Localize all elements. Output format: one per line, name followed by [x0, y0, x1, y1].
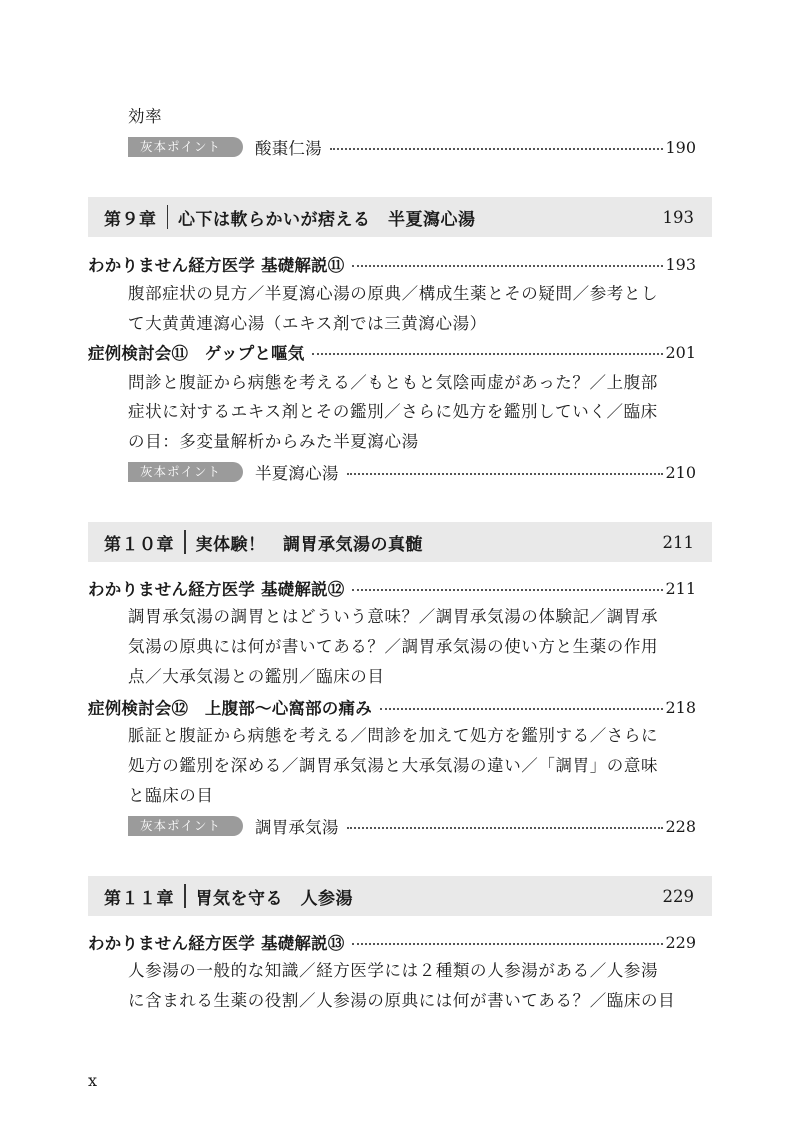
- toc-entry-title: 酸棗仁湯: [255, 139, 322, 158]
- chapter-divider: [184, 530, 186, 554]
- toc-description-line: の目：多変量解析からみた半夏瀉心湯: [128, 432, 419, 451]
- page-number: 193: [665, 254, 696, 274]
- toc-description-line: 腹部症状の見方／半夏瀉心湯の原典／構成生薬とその疑問／参考とし: [128, 284, 659, 303]
- toc-description-line: 調胃承気湯の調胃とはどういう意味？／調胃承気湯の体験記／調胃承: [128, 607, 659, 626]
- toc-description-line: 点／大承気湯との鑑別／臨床の目: [128, 667, 385, 686]
- toc-entry-basic-12[interactable]: [88, 576, 696, 600]
- page-number: 229: [665, 932, 696, 952]
- toc-entry-case-11[interactable]: [88, 340, 696, 364]
- toc-entry-title: 半夏瀉心湯: [255, 464, 339, 483]
- page-number: 193: [662, 207, 694, 227]
- chapter-title: 胃気を守る 人参湯: [195, 888, 353, 909]
- toc-entry-title: 調胃承気湯: [255, 818, 339, 837]
- page-number: 211: [665, 578, 696, 598]
- dot-leader: [347, 827, 664, 829]
- page-number: 190: [665, 137, 696, 157]
- page-number: 201: [665, 342, 696, 362]
- page-number: 229: [662, 886, 694, 906]
- toc-point-entry-chouijoukito[interactable]: [128, 814, 696, 838]
- chapter-heading-10[interactable]: [88, 522, 712, 562]
- toc-entry-title: 症例検討会⑫ 上腹部〜心窩部の痛み: [88, 699, 372, 718]
- toc-entry-case-12[interactable]: [88, 695, 696, 719]
- chapter-heading-11[interactable]: [88, 876, 712, 916]
- page-number: 211: [662, 532, 694, 552]
- dot-leader: [352, 265, 663, 267]
- chapter-title: 実体験！ 調胃承気湯の真髄: [195, 534, 423, 555]
- page-number: 210: [665, 462, 696, 482]
- toc-description-line: 効率: [128, 107, 163, 126]
- toc-description-line: 症状に対するエキス剤とその鑑別／さらに処方を鑑別していく／臨床: [128, 402, 658, 421]
- chapter-heading-9[interactable]: [88, 197, 712, 237]
- toc-entry-title: わかりません経方医学 基礎解説⑫: [88, 580, 345, 599]
- chapter-divider: [167, 205, 169, 229]
- point-badge: 灰本ポイント: [128, 462, 243, 482]
- dot-leader: [330, 148, 664, 150]
- chapter-divider: [184, 884, 186, 908]
- toc-entry-title: わかりません経方医学 基礎解説⑪: [88, 256, 345, 275]
- toc-description-line: 気湯の原典には何が書いてある？／調胃承気湯の使い方と生薬の作用: [128, 637, 659, 656]
- toc-description-line: 人参湯の一般的な知識／経方医学には２種類の人参湯がある／人参湯: [128, 961, 659, 980]
- page-number: 228: [665, 816, 696, 836]
- point-badge: 灰本ポイント: [128, 816, 243, 836]
- chapter-number: 第９章: [104, 209, 157, 230]
- toc-entry-basic-13[interactable]: [88, 930, 696, 954]
- toc-entry-basic-11[interactable]: [88, 252, 696, 276]
- toc-description-line: 処方の鑑別を深める／調胃承気湯と大承気湯の違い／「調胃」の意味: [128, 756, 659, 775]
- dot-leader: [380, 708, 664, 710]
- chapter-title: 心下は軟らかいが痞える 半夏瀉心湯: [178, 209, 476, 230]
- chapter-number: 第１０章: [104, 534, 174, 555]
- toc-description-line: に含まれる生薬の役割／人参湯の原典には何が書いてある？／臨床の目: [128, 991, 676, 1010]
- page-folio: x: [88, 1071, 98, 1090]
- toc-point-entry-sansoninto[interactable]: [128, 135, 696, 159]
- point-badge: 灰本ポイント: [128, 137, 243, 157]
- toc-description-line: て大黄黄連瀉心湯（エキス剤では三黄瀉心湯）: [128, 314, 487, 333]
- toc-description-line: と臨床の目: [128, 786, 214, 805]
- toc-entry-title: わかりません経方医学 基礎解説⑬: [88, 934, 345, 953]
- toc-point-entry-hangeshashinto[interactable]: [128, 460, 696, 484]
- toc-entry-title: 症例検討会⑪ ゲップと嘔気: [88, 344, 305, 363]
- dot-leader: [352, 589, 663, 591]
- toc-description-line: 脈証と腹証から病態を考える／問診を加えて処方を鑑別する／さらに: [128, 726, 659, 745]
- dot-leader: [347, 473, 664, 475]
- toc-description-line: 問診と腹証から病態を考える／もともと気陰両虚があった？／上腹部: [128, 373, 658, 392]
- dot-leader: [312, 353, 663, 355]
- dot-leader: [352, 943, 663, 945]
- page-number: 218: [665, 697, 696, 717]
- chapter-number: 第１１章: [104, 888, 174, 909]
